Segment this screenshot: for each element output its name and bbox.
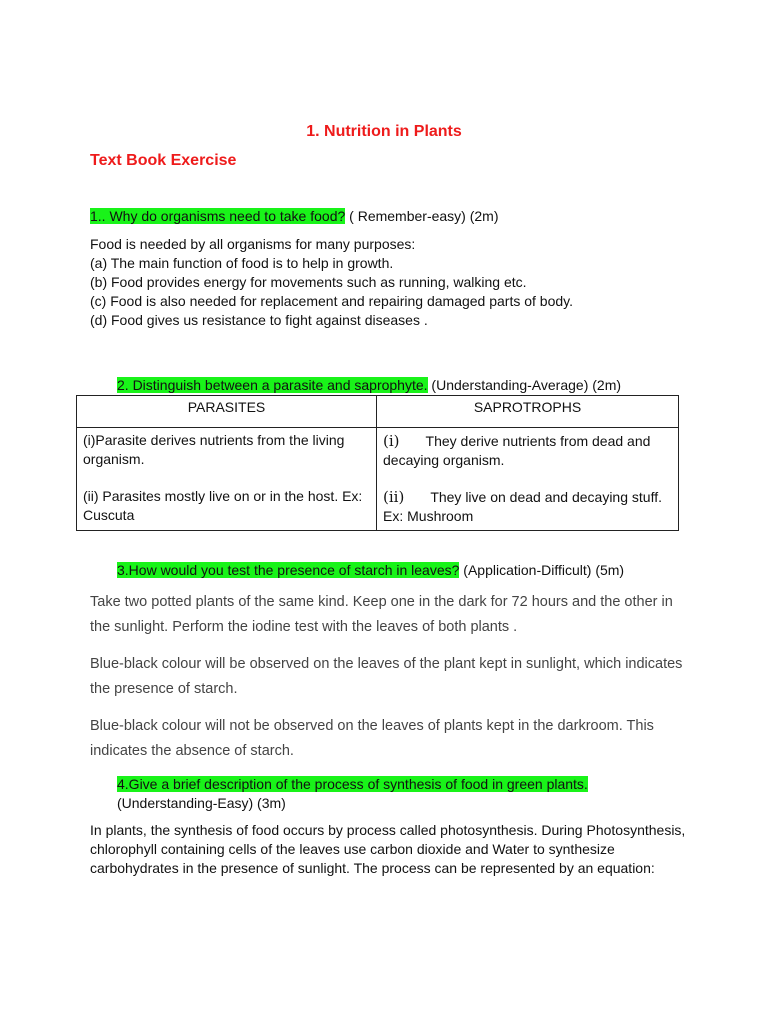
saprotroph-number: (ii) (383, 488, 405, 506)
answer-1-line: (d) Food gives us resistance to fight against diseases . (90, 312, 428, 328)
table-header-parasites: PARASITES (77, 396, 377, 428)
question-2-text: 2. Distinguish between a parasite and saprophyte. (117, 377, 428, 393)
answer-3-para-2: Blue-black colour will be observed on the leaves of the plant kept in sunlight, which indicates the presence of starch. (90, 656, 683, 697)
question-2-meta: (Understanding-Average) (2m) (427, 377, 622, 393)
parasites-cell (77, 428, 377, 531)
table-header-row (77, 396, 679, 428)
saprotroph-point (383, 488, 672, 526)
parasite-point: (i)Parasite derives nutrients from the living organism. (83, 432, 345, 467)
answer-1-line: (a) The main function of food is to help in growth. (90, 255, 394, 271)
comparison-table (76, 395, 679, 531)
chapter-title: 1. Nutrition in Plants (306, 123, 462, 140)
table-row (77, 428, 679, 531)
question-1-meta: ( Remember-easy) (2m) (345, 208, 499, 224)
question-2 (117, 376, 621, 394)
saprotrophs-cell (377, 428, 679, 531)
answer-4: In plants, the synthesis of food occurs by process called photosynthesis. During Photosynthesis, chlorophyll containing cells of the leaves use carbon dioxide and Water to synthesize carbohydrates in the presence of sunlight. The process can be represented by an equation: (90, 822, 686, 876)
answer-1-line: (b) Food provides energy for movements such as running, walking etc. (90, 274, 527, 290)
answer-3-para-1: Take two potted plants of the same kind. Keep one in the dark for 72 hours and the other in the sunlight. Perform the iodine test with the leaves of both plants . (90, 594, 673, 635)
question-4-text: 4.Give a brief description of the process of synthesis of food in green plants. (117, 776, 588, 792)
answer-3-para-3: Blue-black colour will not be observed on the leaves of plants kept in the darkroom. This indicates the absence of starch. (90, 718, 654, 759)
saprotroph-text: They derive nutrients from dead and decaying organism. (383, 433, 651, 468)
question-3-text: 3.How would you test the presence of starch in leaves? (117, 562, 460, 578)
saprotroph-text: They live on dead and decaying stuff. Ex: Mushroom (383, 489, 662, 524)
saprotroph-number: (i) (383, 432, 400, 450)
saprotroph-point (383, 432, 672, 470)
answer-1 (90, 235, 690, 330)
question-3-meta: (Application-Difficult) (5m) (459, 562, 625, 578)
question-1 (90, 207, 499, 225)
parasite-point: (ii) Parasites mostly live on or in the host. Ex: Cuscuta (83, 488, 363, 523)
table-header-saprotrophs: SAPROTROPHS (377, 396, 679, 428)
section-title: Text Book Exercise (90, 152, 237, 169)
question-4-meta: (Understanding-Easy) (3m) (117, 795, 286, 811)
question-4 (117, 775, 588, 793)
answer-1-line: Food is needed by all organisms for many purposes: (90, 236, 416, 252)
question-1-text: 1.. Why do organisms need to take food? (90, 208, 346, 224)
answer-1-line: (c) Food is also needed for replacement and repairing damaged parts of body. (90, 293, 574, 309)
question-3 (117, 561, 624, 579)
